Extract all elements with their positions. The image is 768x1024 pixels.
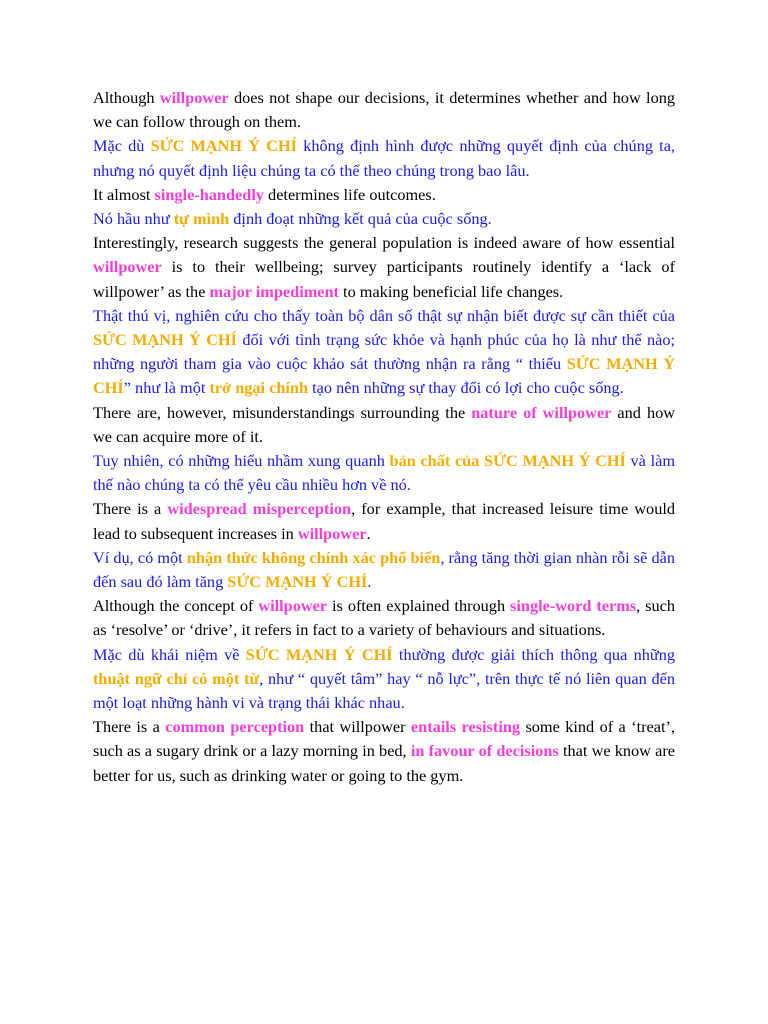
highlighted-term: major impediment — [209, 281, 339, 301]
text-run: thường được giải thích thông qua những — [392, 644, 676, 664]
highlighted-term: nhận thức không chính xác phổ biến — [186, 547, 441, 567]
text-run: , for example, that increased leisure time would lead to subsequent increases in — [93, 499, 676, 543]
text-run: Thật thú vị, nghiên cứu cho thấy toàn bộ dân số thật sự nhận biết được sự cần thiết của — [93, 305, 675, 325]
text-run: Mặc dù khái niệm về — [93, 644, 246, 664]
document-body — [93, 86, 675, 788]
text-run: It almost — [93, 184, 155, 204]
text-run: định đoạt những kết quả của cuộc sống. — [229, 209, 492, 229]
text-run: is often explained through — [327, 596, 511, 616]
english-paragraph — [93, 86, 675, 134]
highlighted-term: common perception — [165, 717, 305, 737]
english-paragraph — [93, 497, 675, 545]
text-run: Nó hầu như — [93, 209, 174, 229]
text-run: and how we can acquire more of it. — [93, 402, 676, 446]
vietnamese-paragraph — [93, 449, 675, 497]
text-run: There are, however, misunderstandings surrounding the — [93, 402, 472, 422]
english-paragraph — [93, 715, 675, 788]
text-run: và làm thế nào chúng ta có thể yêu cầu nhiều hơn về nó. — [93, 451, 675, 495]
text-run: is to their wellbeing; survey participants routinely identify a ‘lack of willpower’ as the — [93, 257, 675, 301]
text-run: Interestingly, research suggests the general population is indeed aware of how essential — [93, 233, 675, 253]
english-paragraph — [93, 183, 675, 207]
highlighted-term: SỨC MẠNH Ý CHÍ — [245, 644, 393, 664]
vietnamese-paragraph — [93, 207, 675, 231]
highlighted-term: single-word terms — [510, 596, 637, 616]
text-run: determines life outcomes. — [263, 184, 436, 204]
highlighted-term: SỨC MẠNH Ý CHÍ — [150, 136, 297, 156]
highlighted-term: SỨC MẠNH Ý CHÍ — [93, 330, 237, 350]
text-run: Ví dụ, có một — [93, 547, 187, 567]
text-run: that willpower — [304, 717, 411, 737]
text-run: . — [367, 572, 372, 592]
vietnamese-paragraph — [93, 546, 675, 594]
text-run: Although — [93, 88, 160, 107]
highlighted-term: bản chất của SỨC MẠNH Ý CHÍ — [389, 451, 626, 471]
english-paragraph — [93, 594, 675, 642]
vietnamese-paragraph — [93, 304, 675, 401]
highlighted-term: entails resisting — [410, 717, 521, 737]
english-paragraph — [93, 401, 675, 449]
text-run: , rằng tăng thời gian nhàn rỗi sẽ dẫn đến sau đó làm tăng — [93, 547, 676, 592]
text-run: There is a — [93, 717, 166, 737]
text-run: There is a — [93, 499, 168, 519]
text-run: tạo nên những sự thay đổi có lợi cho cuộc sống. — [308, 378, 624, 398]
english-paragraph — [93, 231, 675, 304]
text-run: Mặc dù — [93, 136, 151, 156]
highlighted-term: thuật ngữ chỉ có một từ — [93, 668, 260, 688]
vietnamese-paragraph — [93, 134, 675, 182]
highlighted-term: willpower — [159, 88, 229, 107]
text-run: that we know are better for us, such as drinking water or going to the gym. — [93, 741, 676, 785]
highlighted-term: single-handedly — [154, 184, 264, 204]
text-run: ” như là một — [123, 378, 210, 398]
text-run: does not shape our decisions, it determines whether and how long we can follow through on them. — [93, 88, 675, 132]
highlighted-term: SỨC MẠNH Ý CHÍ — [227, 572, 368, 592]
text-run: , such as ‘resolve’ or ‘drive’, it refers in fact to a variety of behaviours and situations. — [93, 596, 676, 640]
text-run: Tuy nhiên, có những hiểu nhầm xung quanh — [93, 451, 390, 471]
highlighted-term: willpower — [297, 523, 367, 543]
text-run: , như “ quyết tâm” hay “ nỗ lực”, trên thực tế nó liên quan đến một loạt những hành vi và trạng thái khác nhau. — [93, 668, 675, 713]
highlighted-term: willpower — [258, 596, 328, 616]
text-run: to making beneficial life changes. — [338, 281, 564, 301]
text-run: Although the concept of — [93, 596, 259, 616]
highlighted-term: tự mình — [173, 209, 230, 229]
highlighted-term: SỨC MẠNH Ý CHÍ — [93, 354, 675, 398]
highlighted-term: trở ngại chính — [209, 378, 309, 398]
text-run: đối với tình trạng sức khỏe và hạnh phúc của họ là như thế nào; những người tham gia vào cuộc khảo sát thường nhận ra rằng “ thiếu — [93, 330, 676, 374]
text-run: some kind of a ‘treat’, such as a sugary drink or a lazy morning in bed, — [93, 717, 676, 761]
highlighted-term: in favour of decisions — [410, 741, 559, 761]
text-run: không định hình được những quyết định của chúng ta, nhưng nó quyết định liệu chúng ta có thể theo chúng trong bao lâu. — [93, 136, 675, 180]
highlighted-term: willpower — [93, 257, 162, 277]
highlighted-term: widespread misperception — [167, 499, 352, 519]
highlighted-term: nature of willpower — [471, 402, 612, 422]
text-run: . — [366, 523, 371, 543]
vietnamese-paragraph — [93, 643, 675, 716]
